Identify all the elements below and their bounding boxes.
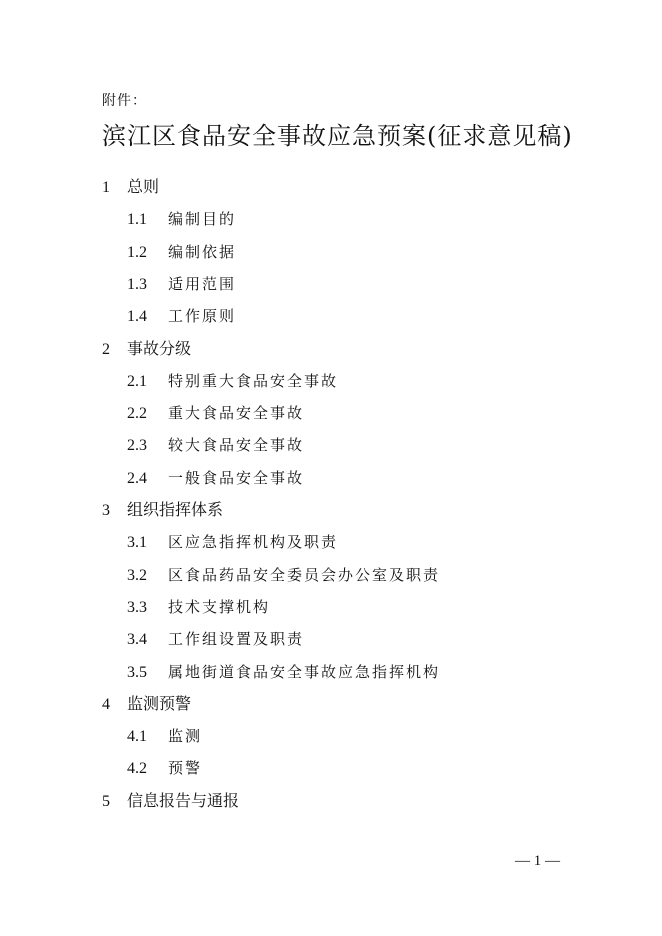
toc-subsection xyxy=(127,628,304,649)
attachment-label: 附件： xyxy=(102,93,147,109)
toc-subsection-number: 2.2 xyxy=(127,405,147,423)
toc-subsection-number: 1.4 xyxy=(127,308,147,326)
toc-section-number: 1 xyxy=(102,179,110,196)
toc-section xyxy=(102,336,191,359)
toc-subsection-title: 一般食品安全事故 xyxy=(168,468,305,487)
toc-subsection xyxy=(127,434,304,455)
toc-subsection xyxy=(127,596,270,617)
toc-subsection xyxy=(127,467,304,488)
toc-subsection-number: 2.1 xyxy=(127,372,147,390)
toc-section-title: 监测预警 xyxy=(127,693,192,713)
toc-subsection-title: 区食品药品安全委员会办公室及职责 xyxy=(168,565,441,584)
toc-subsection-title: 编制目的 xyxy=(168,210,237,229)
toc-subsection-number: 3.2 xyxy=(127,566,147,584)
toc-subsection-title: 技术支撑机构 xyxy=(168,597,271,616)
toc-subsection-number: 4.1 xyxy=(127,728,147,746)
toc-section-title: 总则 xyxy=(127,177,160,196)
toc-subsection-number: 3.4 xyxy=(127,631,147,649)
toc-subsection-number: 3.1 xyxy=(127,534,147,552)
toc-subsection-number: 1.1 xyxy=(127,211,147,229)
toc-subsection-number: 1.3 xyxy=(127,275,147,293)
toc-subsection-number: 3.5 xyxy=(127,663,147,681)
toc-subsection xyxy=(127,661,440,682)
toc-subsection-title: 监测 xyxy=(168,727,203,746)
toc-subsection xyxy=(127,725,202,746)
toc-subsection xyxy=(127,208,236,229)
toc-subsection xyxy=(127,757,202,778)
toc-subsection-title: 工作组设置及职责 xyxy=(168,630,305,649)
toc-subsection-title: 区应急指挥机构及职责 xyxy=(168,533,339,552)
toc-subsection-number: 3.3 xyxy=(127,598,147,616)
toc-subsection-number: 4.2 xyxy=(127,760,147,778)
toc-section xyxy=(102,691,191,714)
toc-subsection xyxy=(127,370,338,391)
toc-subsection xyxy=(127,402,304,423)
toc-subsection-title: 预警 xyxy=(168,759,203,778)
toc-subsection-title: 属地街道食品安全事故应急指挥机构 xyxy=(168,662,441,681)
toc-subsection-number: 1.2 xyxy=(127,243,147,261)
toc-subsection xyxy=(127,273,236,294)
toc-section-number: 5 xyxy=(102,792,110,810)
page-number: — 1 — xyxy=(515,853,560,869)
toc-section-number: 4 xyxy=(102,695,110,713)
toc-subsection-number: 2.4 xyxy=(127,469,147,487)
toc-subsection-title: 重大食品安全事故 xyxy=(168,404,305,423)
toc-subsection-title: 工作原则 xyxy=(168,307,237,326)
toc-subsection-title: 适用范围 xyxy=(168,274,237,293)
toc-section-title: 组织指挥体系 xyxy=(127,500,224,519)
toc-subsection-title: 较大食品安全事故 xyxy=(168,436,305,455)
toc-subsection-number: 2.3 xyxy=(127,437,147,455)
toc-section-title: 事故分级 xyxy=(127,338,192,358)
toc-section xyxy=(102,174,159,197)
toc-section xyxy=(102,497,223,520)
toc-section xyxy=(102,788,239,811)
toc-subsection xyxy=(127,305,236,326)
toc-subsection xyxy=(127,241,236,262)
toc-subsection xyxy=(127,531,338,552)
toc-section-title: 信息报告与通报 xyxy=(127,790,240,810)
toc-subsection-title: 编制依据 xyxy=(168,242,237,261)
toc-section-number: 2 xyxy=(102,340,110,358)
toc-subsection xyxy=(127,564,440,585)
toc-subsection-title: 特别重大食品安全事故 xyxy=(168,371,339,390)
toc-section-number: 3 xyxy=(102,502,110,519)
document-title: 滨江区食品安全事故应急预案(征求意见稿) xyxy=(102,122,573,150)
